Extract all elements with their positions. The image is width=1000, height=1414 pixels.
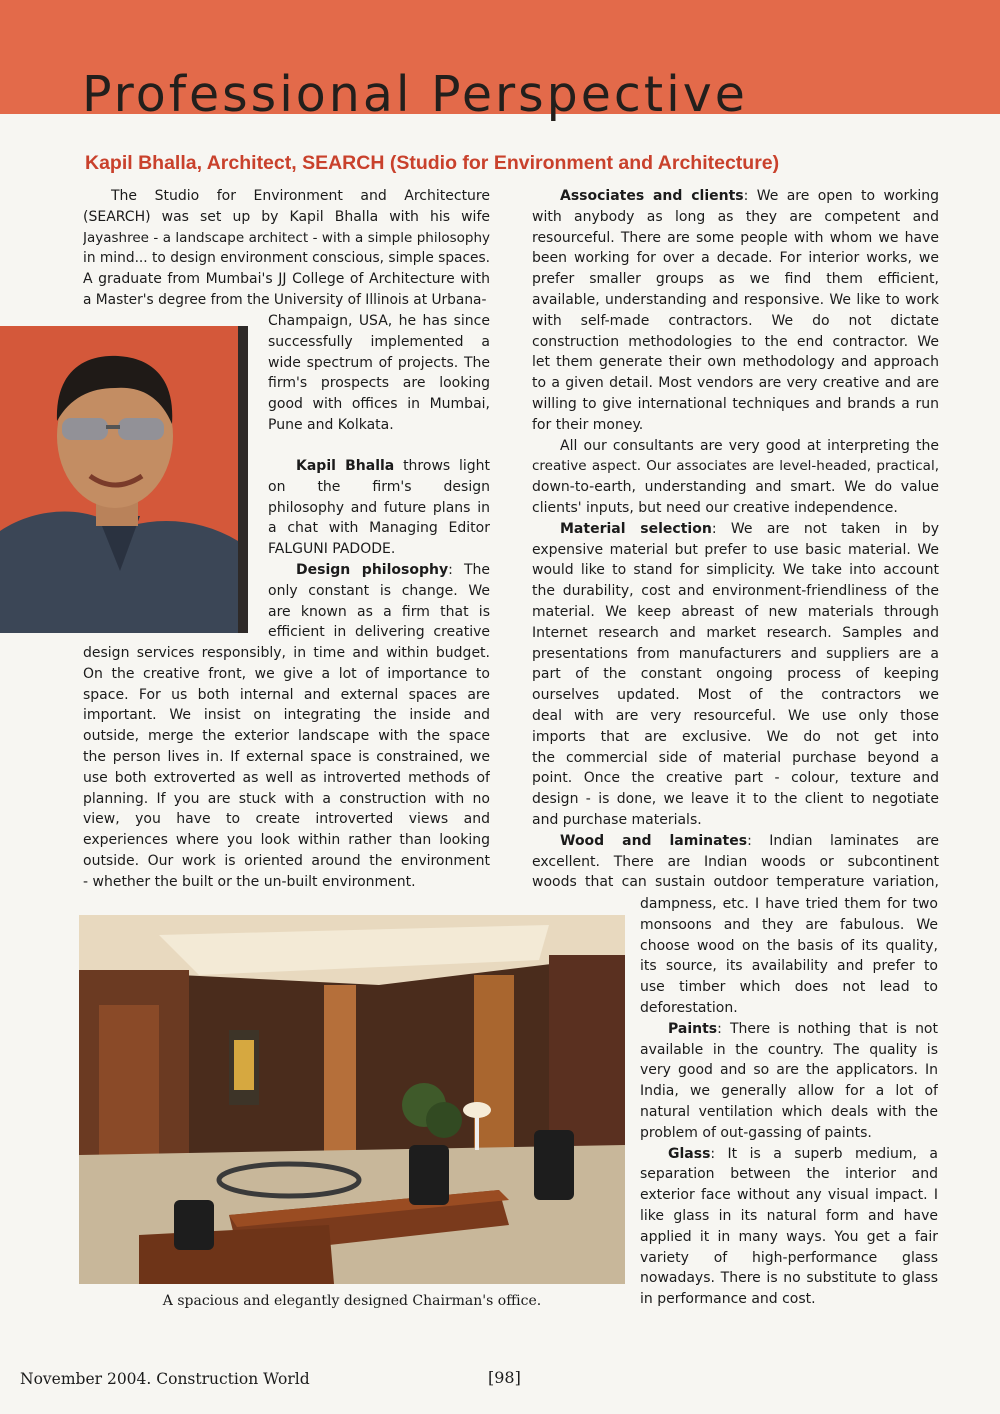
inline-heading: Associates and clients: [560, 188, 744, 204]
text-line: applied it in many ways. You get a fair: [640, 1228, 938, 1245]
text-fragment: : There is nothing that is not: [717, 1020, 938, 1037]
text-line: outside, merge the exterior landscape with the space: [83, 728, 490, 745]
footer-issue: November 2004. Construction World: [20, 1370, 310, 1388]
text-line: the durability, cost and environment-friendliness of the: [532, 583, 939, 600]
text-line: in mind... to design environment conscious, simple spaces.: [83, 250, 490, 267]
text-line: creative aspect. Our associates are level-headed, practical,: [532, 458, 939, 475]
text-line: A graduate from Mumbai's JJ College of Architecture with: [83, 271, 490, 288]
text-line: successfully implemented a: [268, 333, 490, 350]
text-line: exterior face without any visual impact. I: [640, 1187, 938, 1204]
text-line: and purchase materials.: [532, 811, 702, 828]
text-line: view, you have to create introverted views and: [83, 811, 490, 828]
inline-heading: Paints: [668, 1020, 718, 1037]
text-line: point. Once the creative part - colour, texture and: [532, 770, 939, 787]
portrait-photo: [0, 326, 248, 633]
text-line: good with offices in Mumbai,: [268, 396, 490, 413]
text-line: On the creative front, we give a lot of importance to: [83, 665, 490, 682]
text-line: ourselves updated. Most of the contractors we: [532, 687, 939, 704]
inline-heading: Wood and laminates: [560, 832, 748, 849]
text-line: [268, 560, 490, 581]
text-line: All our consultants are very good at interpreting the: [560, 437, 939, 454]
text-line: imports that are exclusive. We do not get into: [532, 728, 939, 745]
text-line: FALGUNI PADODE.: [268, 541, 396, 558]
design-paragraph: [83, 643, 490, 893]
text-line: [532, 831, 939, 852]
text-line: let them generate their own methodology and approach: [532, 354, 939, 371]
chat-intro: [268, 456, 490, 643]
narrow-column: [640, 894, 938, 1310]
text-line: important. We insist on integrating the inside and: [83, 707, 490, 724]
article-subtitle: Kapil Bhalla, Architect, SEARCH (Studio for Environment and Architecture): [85, 152, 780, 174]
text-line: the commercial side of material purchase beyond a: [532, 749, 939, 766]
text-line: resourceful. There are some people with whom we have: [532, 229, 939, 246]
text-line: Internet research and market research. Samples and: [532, 624, 939, 641]
inline-heading: Material selection: [560, 520, 712, 537]
text-line: problem of out-gassing of paints.: [640, 1124, 872, 1141]
page-title: Professional Perspective: [82, 66, 748, 123]
text-line: woods that can sustain outdoor temperature variation,: [532, 874, 939, 891]
text-line: wide spectrum of projects. The: [268, 354, 490, 371]
text-line: natural ventilation which deals with the: [640, 1103, 938, 1120]
text-line: are known as a firm that is: [268, 603, 490, 620]
intro-wrap: [268, 311, 490, 436]
text-line: in performance and cost.: [640, 1291, 816, 1308]
text-line: on the firm's design: [268, 478, 490, 495]
text-line: a Master's degree from the University of Illinois at Urbana-: [83, 291, 487, 308]
text-line: the person lives in. If external space is constrained, we: [83, 748, 490, 765]
text-line: choose wood on the basis of its quality,: [640, 937, 938, 954]
text-line: very good and so are the applicators. In: [640, 1062, 938, 1079]
text-line: available, understanding and responsive. We like to work: [532, 291, 939, 308]
text-line: Jayashree - a landscape architect - with a simple philosophy: [83, 229, 490, 246]
text-line: prefer smaller groups as we find them efficient,: [532, 271, 939, 288]
text-line: down-to-earth, understanding and smart. We do value: [532, 479, 939, 496]
text-line: firm's prospects are looking: [268, 375, 490, 392]
text-line: use timber which does not lead to: [640, 979, 938, 996]
text-line: deal with are very resourceful. We use only those: [532, 707, 939, 724]
text-line: Champaign, USA, he has since: [268, 313, 490, 329]
text-line: presentations from manufacturers and suppliers are a: [532, 645, 939, 662]
text-line: willing to give international techniques and brands a run: [532, 395, 939, 412]
text-line: philosophy and future plans in: [268, 499, 490, 516]
text-line: efficient in delivering creative: [268, 624, 490, 641]
text-line: would like to stand for simplicity. We take into account: [532, 562, 939, 579]
text-line: [532, 519, 939, 540]
text-line: - whether the built or the un-built environment.: [83, 873, 416, 890]
text-line: planning. If you are stuck with a construction with no: [83, 790, 490, 807]
text-line: clients' inputs, but need our creative independence.: [532, 499, 898, 516]
text-line: material. We keep abreast of new materials through: [532, 603, 939, 620]
text-line: design services responsibly, in time and within budget.: [83, 645, 490, 661]
text-line: dampness, etc. I have tried them for two: [640, 896, 938, 912]
text-line: nowadays. There is no substitute to glass: [640, 1270, 938, 1287]
text-line: to a given detail. Most vendors are very creative and are: [532, 375, 939, 392]
text-line: use both extroverted as well as introverted methods of: [83, 769, 490, 786]
text-line: a chat with Managing Editor: [268, 520, 490, 537]
associates-paragraph: [532, 186, 939, 893]
text-line: Pune and Kolkata.: [268, 416, 394, 433]
text-fragment: : The: [448, 561, 490, 578]
text-line: with self-made contractors. We do not dictate: [532, 312, 939, 329]
text-line: space. For us both internal and external spaces are: [83, 686, 490, 703]
photo-caption: A spacious and elegantly designed Chairman's office.: [162, 1293, 542, 1309]
text-line: design - is done, we leave it to the client to negotiate: [532, 791, 939, 808]
text-line: excellent. There are Indian woods or subcontinent: [532, 853, 939, 870]
text-line: deforestation.: [640, 999, 738, 1016]
office-photo: [79, 915, 625, 1284]
text-line: The Studio for Environment and Architecture: [111, 188, 490, 204]
text-fragment: : It is a superb medium, a: [710, 1145, 938, 1162]
inline-heading: Kapil Bhalla: [296, 458, 395, 474]
page-number: [98]: [488, 1368, 521, 1387]
intro-paragraph: [83, 186, 490, 311]
text-fragment: throws light: [403, 458, 490, 474]
inline-heading: Design philosophy: [296, 561, 449, 578]
text-line: for their money.: [532, 416, 644, 433]
text-line: expensive material but prefer to use basic material. We: [532, 541, 939, 558]
text-line: outside. Our work is oriented around the environment: [83, 852, 490, 869]
text-fragment: : We are open to working: [743, 188, 939, 204]
text-line: its source, its availability and prefer to: [640, 958, 938, 975]
text-line: available in the country. The quality is: [640, 1041, 938, 1058]
text-fragment: : Indian laminates are: [747, 832, 939, 849]
text-line: only constant is change. We: [268, 582, 490, 599]
text-fragment: : We are not taken in by: [711, 520, 939, 537]
text-line: experiences where you look within rather than looking: [83, 832, 490, 849]
text-line: monsoons and they are fabulous. We: [640, 916, 938, 933]
text-line: [532, 186, 939, 207]
text-line: like glass in its natural form and have: [640, 1207, 938, 1224]
text-line: [640, 1144, 938, 1165]
text-line: variety of high-performance glass: [640, 1249, 938, 1266]
text-line: [268, 456, 490, 477]
text-line: India, we generally allow for a lot of: [640, 1083, 938, 1100]
text-line: construction methodologies to the end contractor. We: [532, 333, 939, 350]
text-line: part of the constant ongoing process of keeping: [532, 666, 939, 683]
inline-heading: Glass: [668, 1145, 711, 1162]
text-line: been working for over a decade. For interior works, we: [532, 250, 939, 267]
text-line: [640, 1019, 938, 1040]
text-line: separation between the interior and: [640, 1166, 938, 1183]
text-line: with anybody as long as they are competent and: [532, 208, 939, 225]
text-line: (SEARCH) was set up by Kapil Bhalla with his wife: [83, 208, 490, 225]
